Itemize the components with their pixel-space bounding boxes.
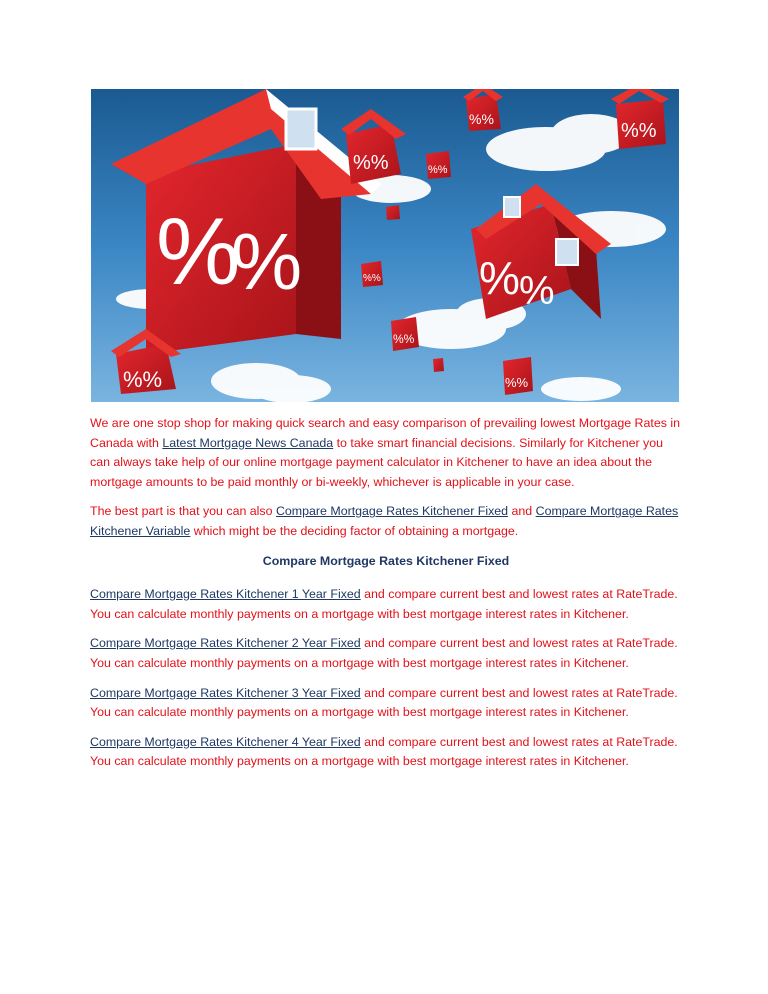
percent-houses-image bbox=[91, 89, 679, 402]
two-year-fixed-link[interactable]: Compare Mortgage Rates Kitchener 2 Year Fixed bbox=[90, 636, 361, 651]
four-year-fixed-link[interactable]: Compare Mortgage Rates Kitchener 4 Year Fixed bbox=[90, 734, 361, 749]
svg-text:%%: %% bbox=[353, 152, 389, 174]
svg-text:%%: %% bbox=[123, 367, 163, 392]
svg-text:%%: %% bbox=[505, 375, 529, 390]
svg-text:%%: %% bbox=[363, 273, 381, 284]
list-item: Compare Mortgage Rates Kitchener 3 Year Fixed and compare current best and lowest rates at RateTrade. You can calculate monthly payments on a mortgage with best mortgage interest rates in Kitchener. bbox=[90, 685, 678, 720]
compare-variable-link[interactable]: Compare Mortgage Rates Kitchener Variable bbox=[90, 504, 679, 538]
hero-illustration bbox=[91, 89, 679, 402]
compare-fixed-link[interactable]: Compare Mortgage Rates Kitchener Fixed bbox=[275, 504, 509, 519]
three-year-fixed-link[interactable]: Compare Mortgage Rates Kitchener 3 Year Fixed bbox=[90, 685, 361, 700]
intro-paragraph: We are one stop shop for making quick search and easy comparison of prevailing lowest Mortgage Rates in Canada with Latest Mortgage News Canada to take smart financial decisions. Similarly for Kitchener you can always take help of our online mortgage payment calculator in Kitchener to have an idea about the mortgage amounts to be paid monthly or bi-weekly, whichever is applicable in your case. bbox=[90, 416, 681, 489]
svg-text:%: % bbox=[479, 252, 520, 304]
svg-text:%: % bbox=[519, 269, 555, 313]
best-part-paragraph: The best part is that you can also Compare Mortgage Rates Kitchener Fixed and Compare Mortgage Rates Kitchener Variable which might be the deciding factor of obtaining a mortgage. bbox=[90, 504, 679, 538]
list-item: Compare Mortgage Rates Kitchener 1 Year Fixed and compare current best and lowest rates at RateTrade. You can calculate monthly payments on a mortgage with best mortgage interest rates in Kitchener. bbox=[90, 587, 678, 621]
section-heading: Compare Mortgage Rates Kitchener Fixed bbox=[262, 553, 510, 568]
svg-text:%%: %% bbox=[621, 120, 657, 142]
list-item: Compare Mortgage Rates Kitchener 4 Year Fixed and compare current best and lowest rates at RateTrade. You can calculate monthly payments on a mortgage with best mortgage interest rates in Kitchener. bbox=[90, 734, 678, 769]
one-year-fixed-link[interactable]: Compare Mortgage Rates Kitchener 1 Year Fixed bbox=[90, 587, 361, 602]
svg-text:%%: %% bbox=[469, 111, 494, 127]
svg-text:%%: %% bbox=[393, 332, 415, 346]
latest-mortgage-news-link[interactable]: Latest Mortgage News Canada bbox=[162, 435, 334, 450]
percent-glyph: % bbox=[156, 199, 241, 305]
list-item: Compare Mortgage Rates Kitchener 2 Year Fixed and compare current best and lowest rates at RateTrade. You can calculate monthly payments on a mortgage with best mortgage interest rates in Kitchener. bbox=[90, 636, 678, 670]
document-body bbox=[90, 414, 682, 782]
svg-text:%%: %% bbox=[428, 164, 448, 176]
percent-glyph: % bbox=[231, 217, 303, 306]
